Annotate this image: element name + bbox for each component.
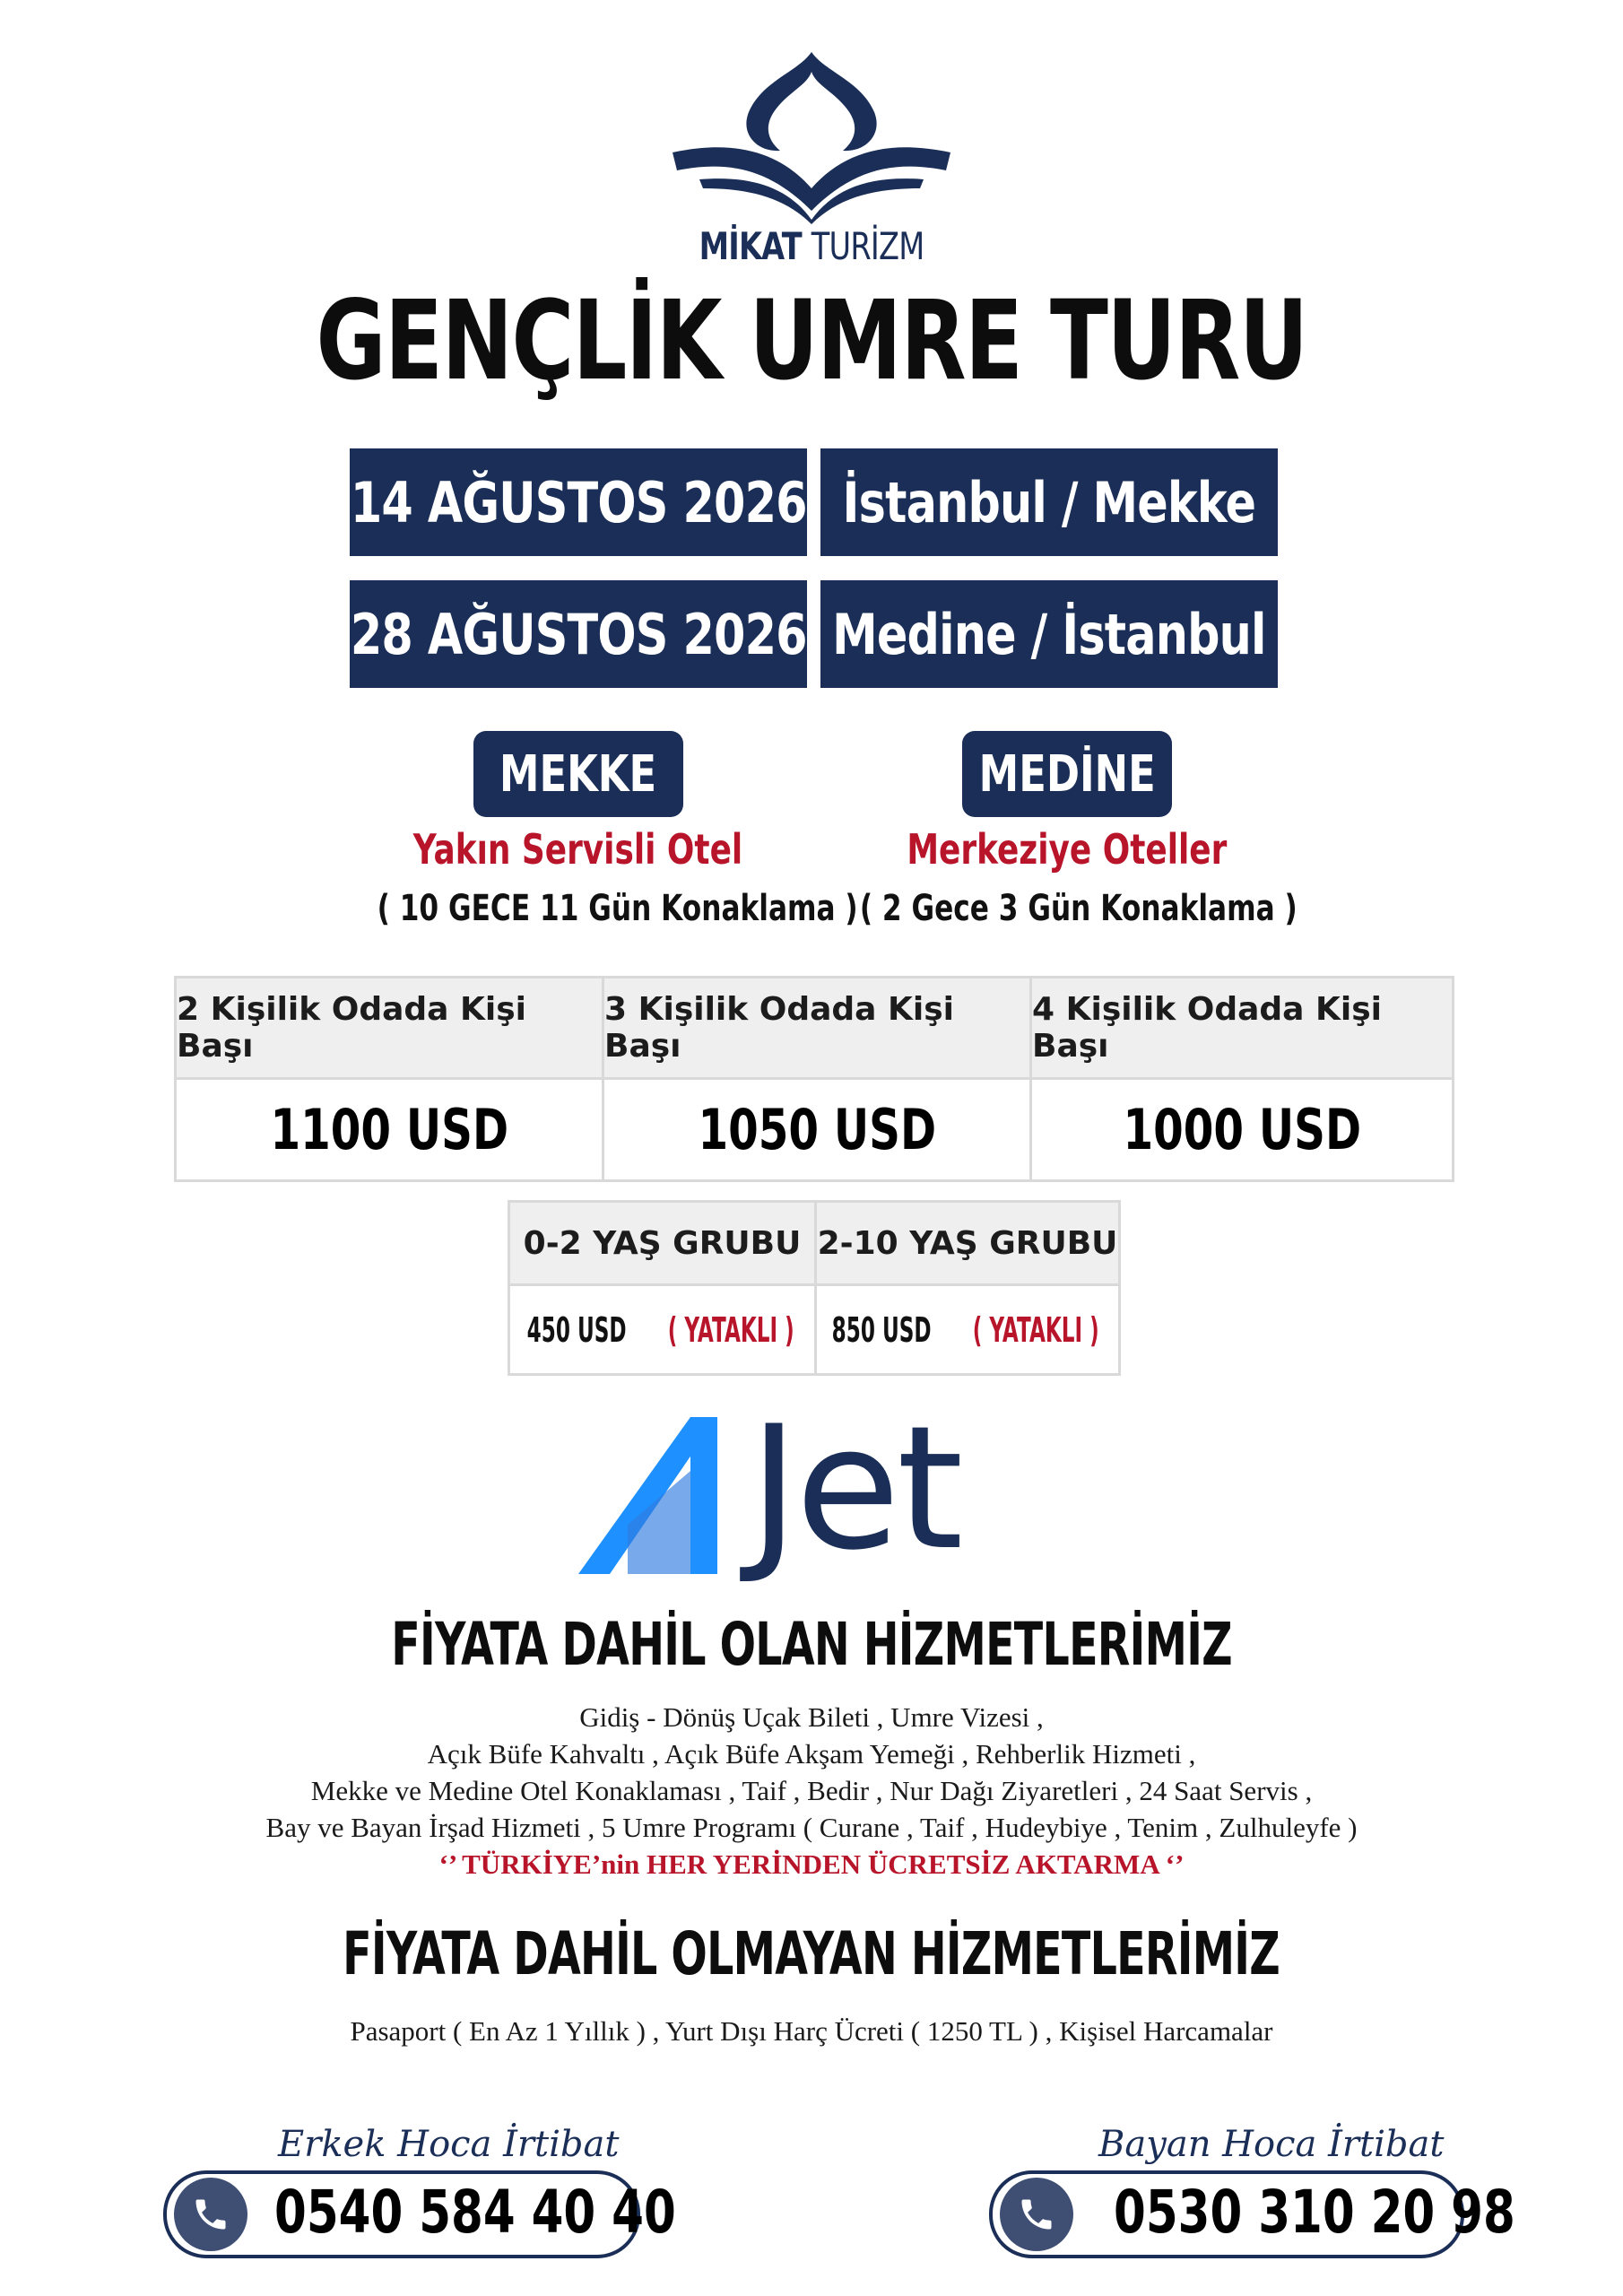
female-contact-label: Bayan Hoca İrtibat (1098, 2124, 1445, 2165)
medine-hotel-subtitle: ( 2 Gece 3 Gün Konaklama ) (859, 888, 1298, 929)
ajet-logo (574, 1389, 1022, 1587)
male-contact[interactable] (163, 2170, 676, 2258)
return-route: Medine / İstanbul (820, 580, 1278, 688)
children-table (508, 1200, 1121, 1376)
departure-date: 14 AĞUSTOS 2026 (350, 448, 807, 556)
page-title: GENÇLİK UMRE TURU (316, 277, 1307, 404)
female-contact-phone: 0530 310 20 98 (1114, 2178, 1515, 2247)
price-value-4: 1000 USD (1032, 1080, 1452, 1179)
table-divider (814, 1203, 817, 1373)
mekke-hotel-subtitle: ( 10 GECE 11 Gün Konaklama ) (377, 888, 858, 929)
brand-name-part1: MİKAT (699, 224, 802, 268)
table-divider (177, 1077, 1452, 1080)
price-table (174, 976, 1454, 1182)
excluded-heading: FİYATA DAHİL OLMAYAN HİZMETLERİMİZ (343, 1919, 1280, 1988)
departure-route: İstanbul / Mekke (820, 448, 1278, 556)
ajet-wordmark: Jet (749, 1389, 960, 1587)
phone-icon (1000, 2178, 1073, 2251)
child-header-2-10: 2-10 YAŞ GRUBU (817, 1203, 1118, 1283)
brand-name (162, 224, 1461, 268)
included-heading: FİYATA DAHİL OLAN HİZMETLERİMİZ (391, 1610, 1232, 1679)
included-highlight: ‘’ TÜRKİYE’nin HER YERİNDEN ÜCRETSİZ AKTARMA ‘’ (438, 1848, 1185, 1880)
excluded-line: Pasaport ( En Az 1 Yıllık ) , Yurt Dışı Harç Ücreti ( 1250 TL ) , Kişisel Harcamalar (350, 2015, 1273, 2047)
price-value-2: 1100 USD (177, 1080, 602, 1179)
price-header-3: 3 Kişilik Odada Kişi Başı (604, 978, 1029, 1077)
ajet-a-mark-icon (574, 1417, 735, 1587)
included-line: Açık Büfe Kahvaltı , Açık Büfe Akşam Yemeği , Rehberlik Hizmeti , (427, 1738, 1196, 1770)
mekke-hotel-title: Yakın Servisli Otel (413, 825, 743, 874)
male-contact-phone: 0540 584 40 40 (274, 2178, 676, 2247)
child-price-2-10: 850 USD ( YATAKLI ) (832, 1309, 1099, 1350)
included-line: Gidiş - Dönüş Uçak Bileti , Umre Vizesi , (579, 1701, 1044, 1733)
return-date: 28 AĞUSTOS 2026 (350, 580, 807, 688)
child-price-0-2: 450 USD ( YATAKLI ) (526, 1309, 794, 1350)
child-header-0-2: 0-2 YAŞ GRUBU (510, 1203, 814, 1283)
included-line: Mekke ve Medine Otel Konaklaması , Taif , Bedir , Nur Dağı Ziyaretleri , 24 Saat Servis , (310, 1775, 1313, 1806)
male-contact-label: Erkek Hoca İrtibat (278, 2124, 620, 2165)
brand-name-part2: TURİZM (811, 224, 924, 268)
price-header-4: 4 Kişilik Odada Kişi Başı (1032, 978, 1452, 1077)
table-divider (510, 1283, 1118, 1286)
mikat-logo (664, 45, 959, 224)
mekke-label: MEKKE (473, 731, 683, 817)
included-line: Bay ve Bayan İrşad Hizmeti , 5 Umre Programı ( Curane , Taif , Hudeybiye , Tenim , Zulhuleyfe ) (265, 1812, 1358, 1843)
price-header-2: 2 Kişilik Odada Kişi Başı (177, 978, 602, 1077)
medine-label: MEDİNE (962, 731, 1172, 817)
phone-icon (174, 2178, 247, 2251)
medine-hotel-title: Merkeziye Oteller (907, 825, 1228, 874)
price-value-3: 1050 USD (604, 1080, 1029, 1179)
female-contact[interactable] (989, 2170, 1515, 2258)
